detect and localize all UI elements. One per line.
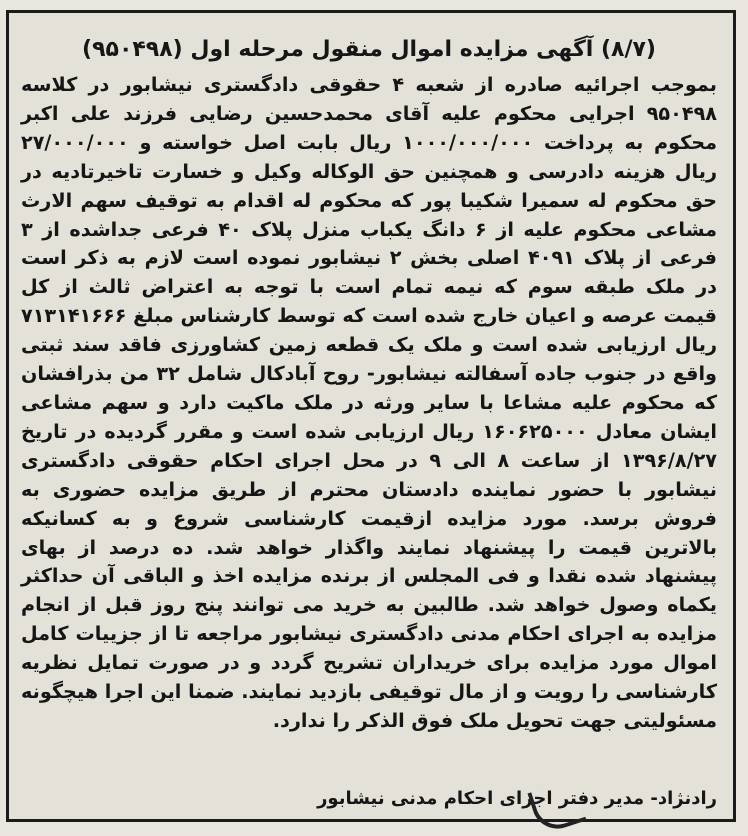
notice-frame [6,10,736,822]
notice-body: بموجب اجرائیه صادره از شعبه ۴ حقوقی دادگستری نیشابور در کلاسه ۹۵۰۴۹۸ اجرایی محکوم علیه آقای محمدحسین رضایی فرزند علی اکبر محکوم به پرداخت ۱۰۰۰/۰۰۰/۰۰۰ ریال بابت اصل خواسته و ۲۷/۰۰۰/۰۰۰ ریال هزینه دادرسی و همچنین حق الوکاله وکیل و خسارت تاخیرتادیه در حق محکوم له سمیرا شکیبا پور که محکوم له اقدام به توقیف سهم الارث مشاعی محکوم علیه از ۶ دانگ یکباب منزل پلاک ۴۰ فرعی جداشده از ۳ فرعی از پلاک ۴۰۹۱ اصلی بخش ۲ نیشابور نموده است لازم به ذکر است در ملک طبقه سوم که نیمه تمام است با توجه به اعتراض ثالث از کل قیمت عرصه و اعیان خارج شده است که توسط کارشناس مبلغ ۷۱۳۱۴۱۶۶۶ ریال ارزیابی شده است و ملک یک قطعه زمین کشاورزی فاقد سند ثبتی واقع در جنوب جاده آسفالته نیشابور- روح آبادکال شامل ۳۲ من بذرافشان که محکوم علیه مشاعا با سایر ورثه در ملک ماکیت دارد و سهم مشاعی ایشان معادل ۱۶۰۶۲۵۰۰۰ ریال ارزیابی شده است و مقرر گردیده در تاریخ ۱۳۹۶/۸/۲۷ از ساعت ۸ الی ۹ در محل اجرای احکام حقوقی دادگستری نیشابور با حضور نماینده دادستان محترم از طریق مزایده حضوری به فروش برسد. مورد مزایده ازقیمت کارشناسی شروع و به کسانیکه بالاترین قیمت را پیشنهاد نمایند واگذار خواهد شد. ده درصد از بهای پیشنهاد شده نقدا و فی المجلس از برنده مزایده اخذ و الباقی آن حداکثر یکماه وصول خواهد شد. طالبین به خرید می توانند پنج روز قبل از انجام مزایده به اجرای احکام مدنی دادگستری نیشابور مراجعه تا از جزییات کامل اموال مورد مزایده برای خریداران تشریح گردد و در صورت تمایل نظریه کارشناسی را رویت و از مال توقیفی بازدید نمایند. ضمنا این اجرا هیچگونه مسئولیتی جهت تحویل ملک فوق الذکر را ندارد. [21,73,718,732]
notice-signature: رادنژاد- مدیر دفتر اجرای احکام مدنی نیشابور [317,788,717,809]
auction-notice [9,35,733,736]
notice-title: (۸/۷) آگهی مزایده اموال منقول مرحله اول (۹۵۰۴۹۸) [82,37,656,62]
